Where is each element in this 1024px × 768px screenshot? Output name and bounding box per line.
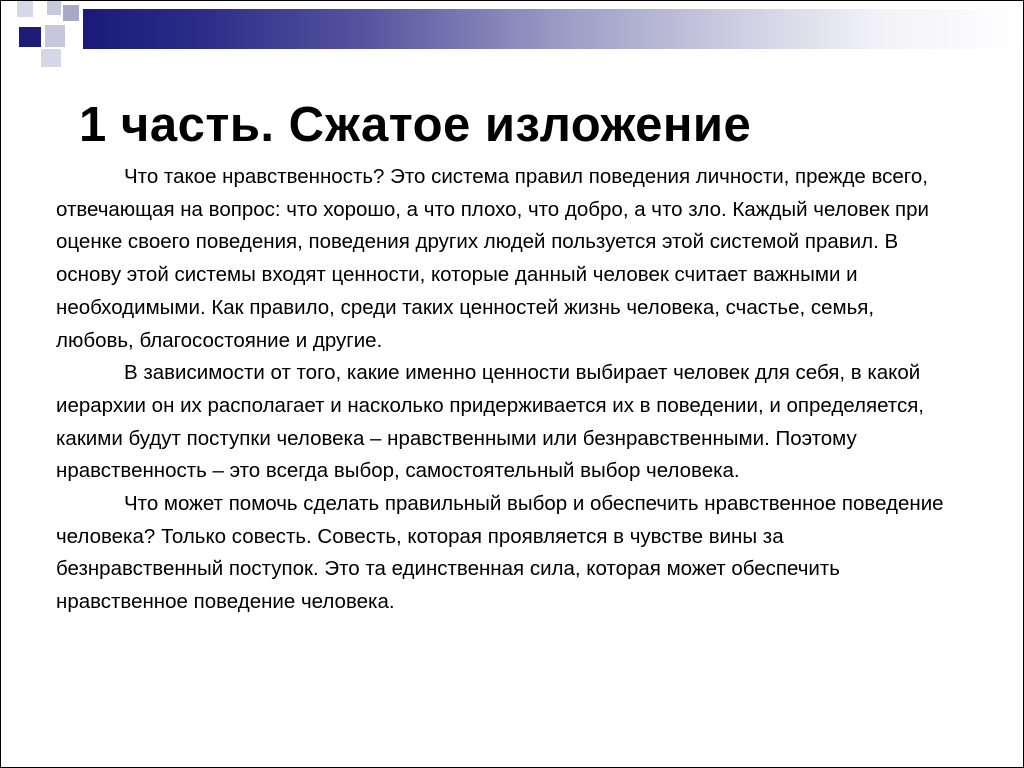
slide-title: 1 часть. Сжатое изложение xyxy=(79,98,752,152)
decorative-square xyxy=(41,49,61,67)
decorative-square xyxy=(63,5,79,21)
paragraph: Что такое нравственность? Это система правил поведения личности, прежде всего, отвечающая на вопрос: что хорошо, а что плохо, что добро, а что зло. Каждый человек при оценке своего поведения, поведения других людей пользуется этой системой правил. В основу этой системы входят ценности, которые данный человек считает важными и необходимыми. Как правило, среди таких ценностей жизнь человека, счастье, семья, любовь, благосостояние и другие. xyxy=(56,165,929,352)
decorative-square xyxy=(19,27,41,47)
slide-body xyxy=(56,161,956,619)
header-gradient-band xyxy=(83,9,1024,49)
paragraph: В зависимости от того, какие именно ценности выбирает человек для себя, в какой иерархии он их располагает и насколько придерживается их в поведении, и определяется, какими будут поступки человека – нравственными или безнравственными. Поэтому нравственность – это всегда выбор, самостоятельный выбор человека. xyxy=(56,361,925,483)
paragraph: Что может помочь сделать правильный выбор и обеспечить нравственное поведение человека? Только совесть. Совесть, которая проявляется в чувстве вины за безнравственный поступок. Это та единственная сила, которая может обеспечить нравственное поведение человека. xyxy=(56,492,944,614)
decorative-square xyxy=(47,1,61,15)
decorative-square xyxy=(45,25,65,47)
decorative-square xyxy=(17,1,33,17)
